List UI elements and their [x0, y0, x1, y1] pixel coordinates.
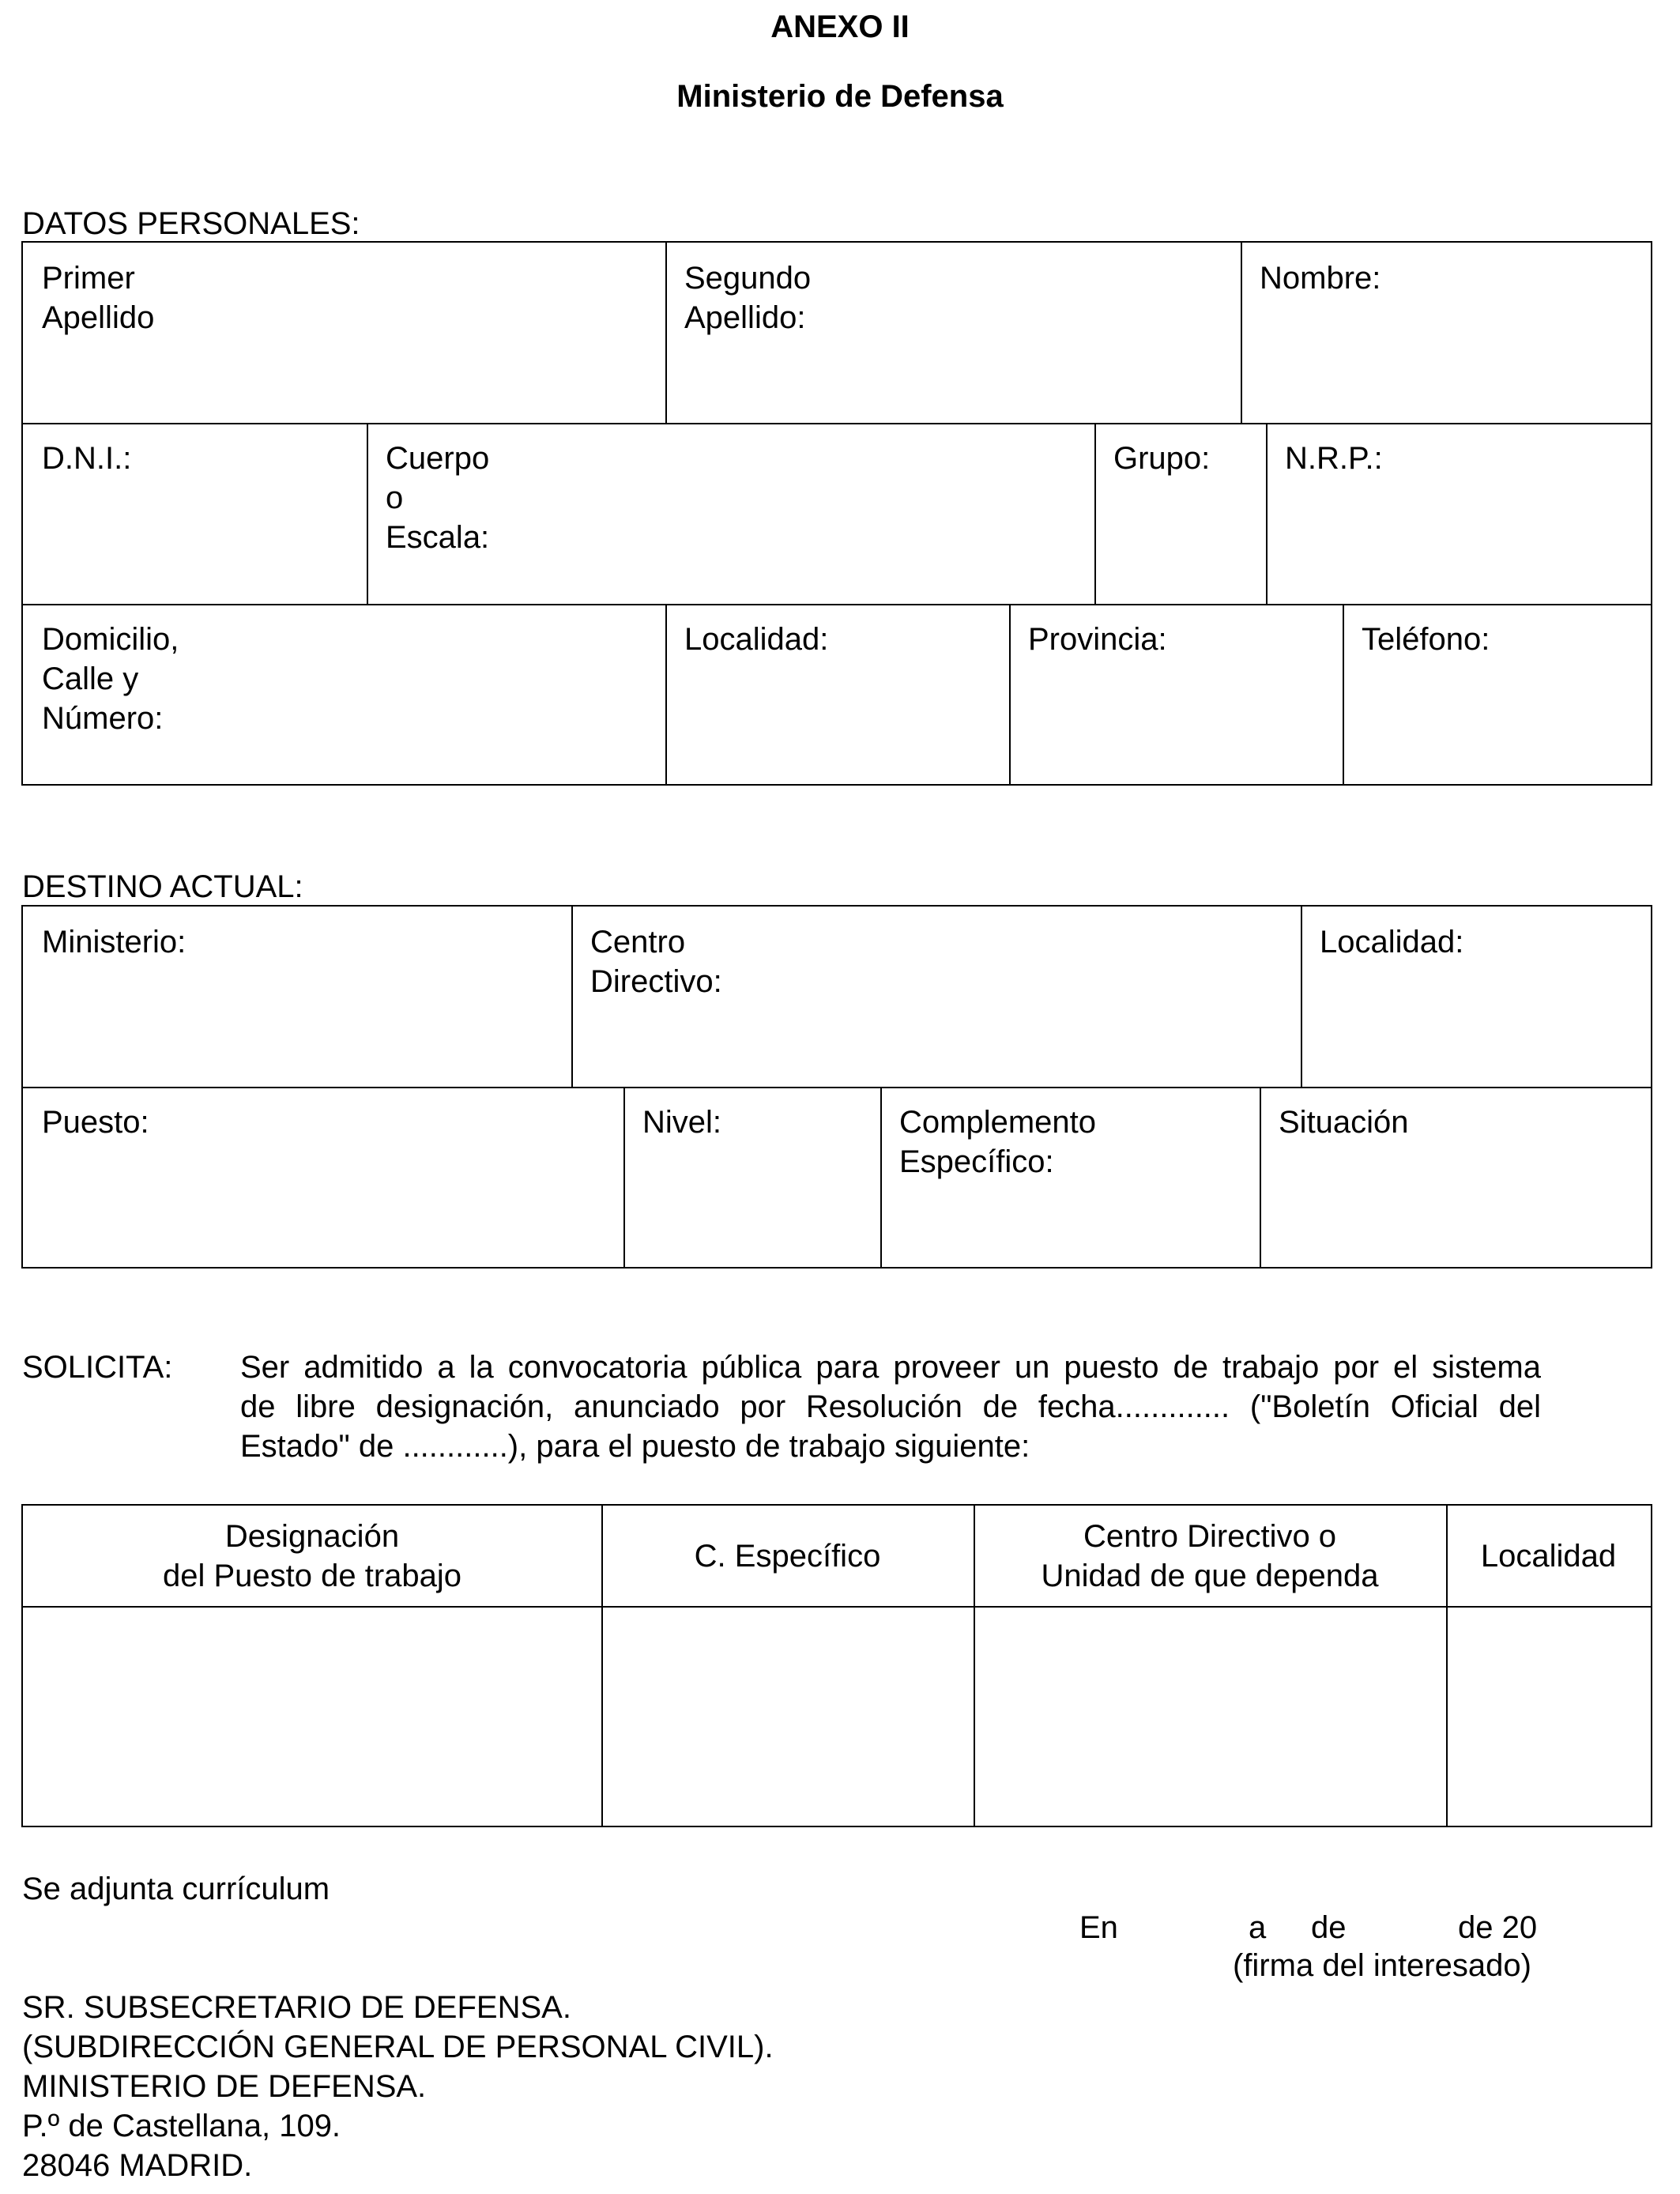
cell-designacion[interactable] — [23, 1608, 601, 1826]
date-de: de — [1311, 1910, 1347, 1945]
th-designacion: Designación del Puesto de trabajo — [162, 1518, 462, 1593]
destino-grid: Ministerio: Centro Directivo: Localidad: Puesto: Nivel: Complemento Específico: Situación — [21, 905, 1652, 1269]
th-localidad: Localidad — [1480, 1538, 1617, 1574]
th-centro-directivo: Centro Directivo o Unidad de que dependa — [1041, 1518, 1379, 1593]
annex-title: ANEXO II — [770, 9, 910, 44]
address-line: MINISTERIO DE DEFENSA. — [22, 2069, 427, 2104]
personal-section-label: DATOS PERSONALES: — [22, 206, 360, 241]
address-line: P.º de Castellana, 109. — [22, 2109, 341, 2143]
destino-section-label: DESTINO ACTUAL: — [22, 869, 303, 904]
solicita-line-2: de libre designación, anunciado por Resolución de fecha............. ("Boletín Oficial del — [240, 1389, 1541, 1424]
signature-caption: (firma del interesado) — [1233, 1948, 1531, 1983]
date-a: a — [1249, 1910, 1267, 1945]
date-de-20: de 20 — [1458, 1910, 1538, 1945]
solicita-label: SOLICITA: — [22, 1350, 173, 1385]
solicita-line-3: Estado" de ............), para el puesto de trabajo siguiente: — [240, 1429, 1030, 1464]
personal-data-grid: Primer Apellido Segundo Apellido: Nombre: D.N.I.: Cuerpo o Escala: Grupo: N.R.P.: Domicilio, Calle y Número: Localidad: Provincia: Teléfono: — [21, 241, 1652, 786]
address-line: SR. SUBSECRETARIO DE DEFENSA. — [22, 1990, 571, 2025]
address-line: 28046 MADRID. — [22, 2148, 253, 2183]
solicita-line-1: Ser admitido a la convocatoria pública para proveer un puesto de trabajo por el sistema — [240, 1350, 1541, 1385]
cell-c-especifico[interactable] — [603, 1608, 974, 1826]
solicita-paragraph — [240, 1348, 1541, 1466]
th-c-especifico: C. Específico — [694, 1538, 881, 1574]
attach-curriculum: Se adjunta currículum — [22, 1872, 330, 1906]
ministry-title: Ministerio de Defensa — [676, 79, 1004, 114]
position-table — [21, 1504, 1652, 1827]
cell-localidad[interactable] — [1448, 1608, 1651, 1826]
recipient-address — [22, 1988, 774, 2185]
cell-centro-directivo[interactable] — [975, 1608, 1446, 1826]
address-line: (SUBDIRECCIÓN GENERAL DE PERSONAL CIVIL). — [22, 2030, 774, 2064]
date-en: En — [1079, 1910, 1118, 1945]
